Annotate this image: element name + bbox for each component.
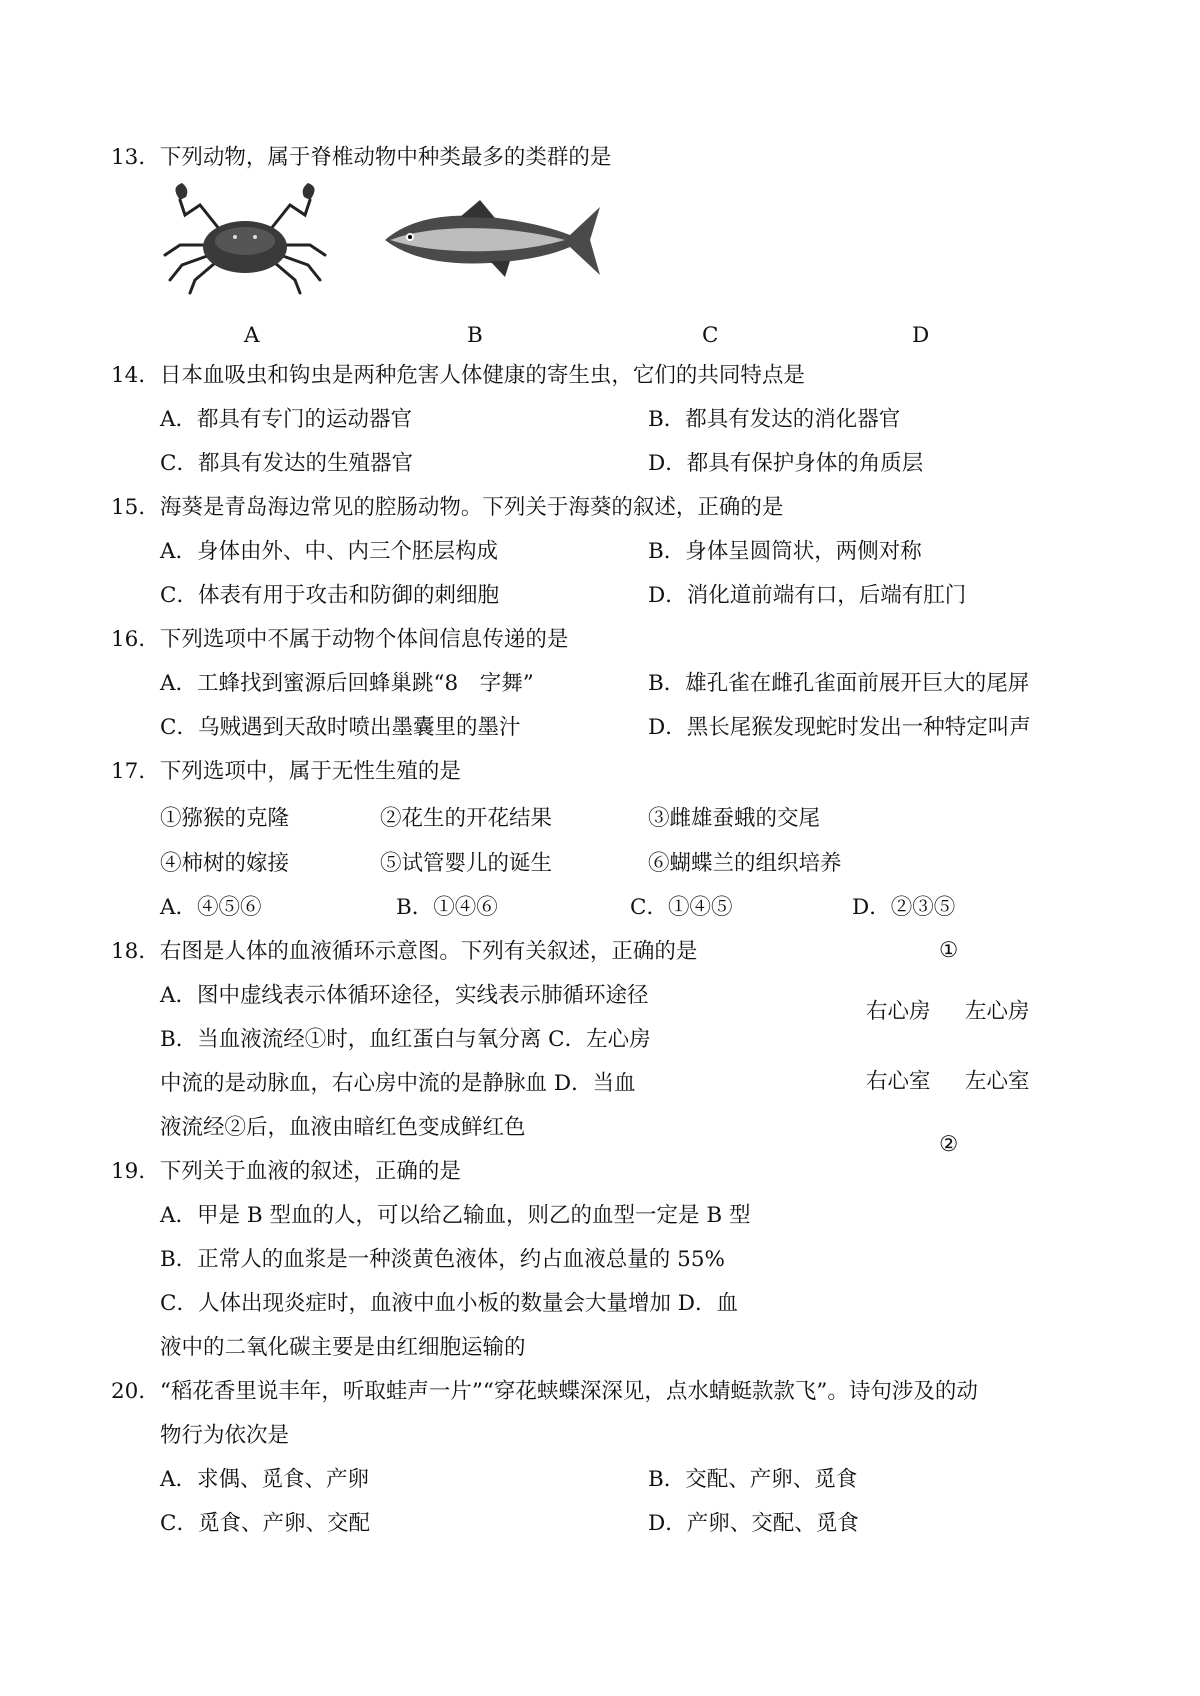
q17-option-c: C．①④⑤ — [630, 895, 733, 920]
q20-option-c: C．觅食、产卵、交配 — [160, 1511, 370, 1536]
q13-label-b: B — [467, 323, 483, 348]
q19-line-4: 液中的二氧化碳主要是由红细胞运输的 — [160, 1335, 526, 1360]
q18-line-2: B．当血液流经①时，血红蛋白与氧分离 C．左心房 — [160, 1027, 651, 1052]
crab-image — [160, 175, 330, 295]
q13-stem: 13．下列动物，属于脊椎动物中种类最多的类群的是 — [111, 145, 612, 170]
q18-line-1: A．图中虚线表示体循环途径，实线表示肺循环途径 — [160, 983, 649, 1008]
q20-option-b: B．交配、产卵、觅食 — [648, 1467, 858, 1492]
q15-option-c: C．体表有用于攻击和防御的刺细胞 — [160, 583, 499, 608]
q15-stem: 15．海葵是青岛海边常见的腔肠动物。下列关于海葵的叙述，正确的是 — [111, 495, 784, 520]
q17-item-1: ①猕猴的克隆 — [160, 806, 290, 831]
q14-option-a: A．都具有专门的运动器官 — [160, 407, 413, 432]
q20-option-d: D．产卵、交配、觅食 — [648, 1511, 859, 1536]
q18-line-3: 中流的是动脉血，右心房中流的是静脉血 D．当血 — [160, 1071, 636, 1096]
q14-option-c: C．都具有发达的生殖器官 — [160, 451, 413, 476]
q17-item-3: ③雌雄蚕蛾的交尾 — [648, 806, 821, 831]
q19-line-3: C．人体出现炎症时，血液中血小板的数量会大量增加 D．血 — [160, 1291, 739, 1316]
q19-stem: 19．下列关于血液的叙述，正确的是 — [111, 1159, 461, 1184]
q17-item-5: ⑤试管婴儿的诞生 — [380, 851, 553, 876]
q14-option-b: B．都具有发达的消化器官 — [648, 407, 901, 432]
q17-item-2: ②花生的开花结果 — [380, 806, 553, 831]
diagram-label-2: ② — [939, 1132, 959, 1157]
q17-stem: 17．下列选项中，属于无性生殖的是 — [111, 759, 461, 784]
q14-stem: 14．日本血吸虫和钩虫是两种危害人体健康的寄生虫，它们的共同特点是 — [111, 363, 805, 388]
q19-line-2: B．正常人的血浆是一种淡黄色液体，约占血液总量的 55% — [160, 1247, 725, 1272]
q19-line-1: A．甲是 B 型血的人，可以给乙输血，则乙的血型一定是 B 型 — [160, 1203, 751, 1228]
q15-option-a: A．身体由外、中、内三个胚层构成 — [160, 539, 499, 564]
q15-option-d: D．消化道前端有口，后端有肛门 — [648, 583, 967, 608]
q13-label-d: D — [912, 323, 930, 348]
q15-option-b: B．身体呈圆筒状，两侧对称 — [648, 539, 922, 564]
diagram-left-atrium: 左心房 — [965, 999, 1030, 1024]
q17-item-4: ④柿树的嫁接 — [160, 851, 290, 876]
fish-image — [380, 195, 610, 285]
q17-option-b: B．①④⑥ — [396, 895, 498, 920]
q20-option-a: A．求偶、觅食、产卵 — [160, 1467, 370, 1492]
q16-option-a: A．工蜂找到蜜源后回蜂巢跳“8 字舞” — [160, 671, 534, 696]
q18-line-4: 液流经②后，血液由暗红色变成鲜红色 — [160, 1115, 526, 1140]
q16-stem: 16．下列选项中不属于动物个体间信息传递的是 — [111, 627, 569, 652]
q13-label-a: A — [244, 323, 260, 348]
q20-stem-cont: 物行为依次是 — [160, 1423, 290, 1448]
q17-option-a: A．④⑤⑥ — [160, 895, 262, 920]
q18-stem: 18．右图是人体的血液循环示意图。下列有关叙述，正确的是 — [111, 939, 698, 964]
diagram-right-atrium: 右心房 — [866, 999, 931, 1024]
diagram-label-1: ① — [939, 938, 959, 963]
q17-item-6: ⑥蝴蝶兰的组织培养 — [648, 851, 842, 876]
q17-option-d: D．②③⑤ — [852, 895, 956, 920]
q20-stem: 20．“稻花香里说丰年，听取蛙声一片”“穿花蛱蝶深深见，点水蜻蜓款款飞”。诗句涉及的动 — [111, 1379, 978, 1404]
q16-option-d: D．黑长尾猴发现蛇时发出一种特定叫声 — [648, 715, 1031, 740]
q16-option-b: B．雄孔雀在雌孔雀面前展开巨大的尾屏 — [648, 671, 1030, 696]
q13-label-c: C — [702, 323, 719, 348]
q14-option-d: D．都具有保护身体的角质层 — [648, 451, 924, 476]
diagram-right-ventricle: 右心室 — [866, 1069, 931, 1094]
diagram-left-ventricle: 左心室 — [965, 1069, 1030, 1094]
q16-option-c: C．乌贼遇到天敌时喷出墨囊里的墨汁 — [160, 715, 521, 740]
